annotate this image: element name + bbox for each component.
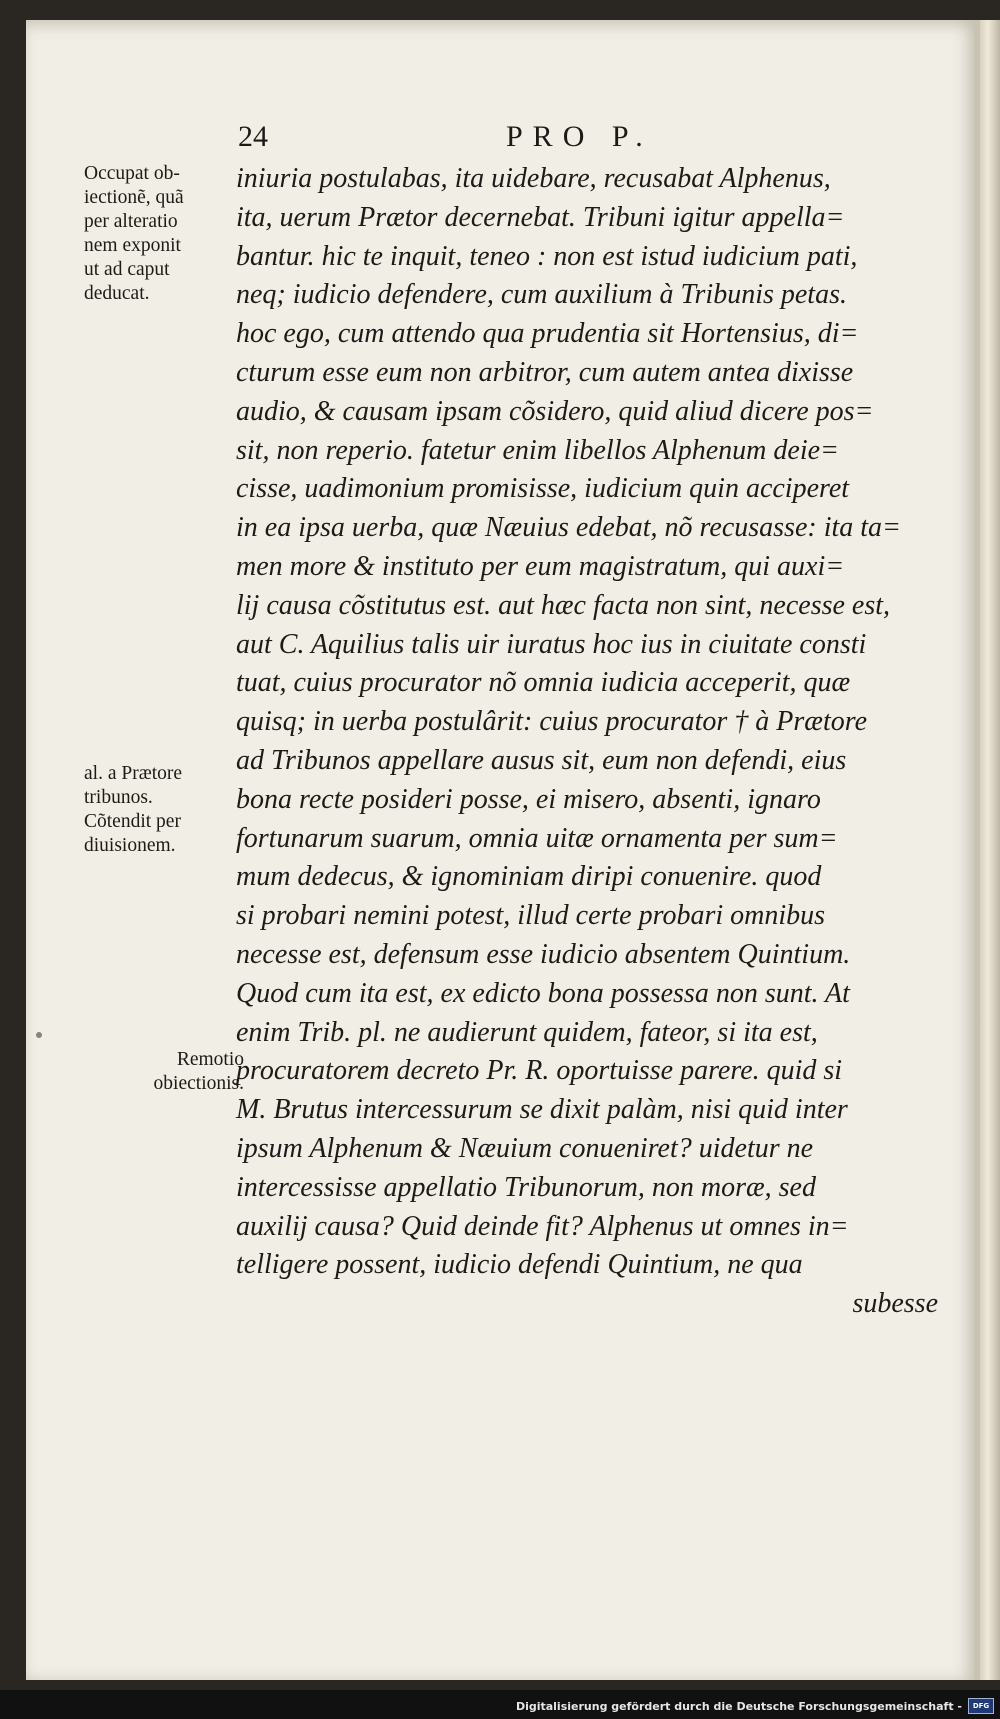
text-line: cisse, uadimonium promisisse, iudicium quin acciperet xyxy=(236,473,850,505)
text-line: intercessisse appellatio Tribunorum, non moræ, sed xyxy=(236,1171,816,1203)
text-line: tuat, cuius procurator nõ omnia iudicia acceperit, quæ xyxy=(236,667,851,699)
text-line: bantur. hic te inquit, teneo : non est istud iudicium pati, xyxy=(236,240,858,272)
text-line: ad Tribunos appellare ausus sit, eum non defendi, eius xyxy=(236,744,847,776)
page-number: 24 xyxy=(238,120,268,153)
note-line: Remotio xyxy=(176,1049,244,1070)
text-line: procuratorem decreto Pr. R. oportuisse parere. quid si xyxy=(236,1055,843,1087)
text-line: Quod cum ita est, ex edicto bona possessa non sunt. At xyxy=(236,977,850,1009)
text-line: aut C. Aquilius talis uir iuratus hoc ius in ciuitate consti xyxy=(236,628,867,660)
text-line: men more & instituto per eum magistratum, qui auxi= xyxy=(236,550,845,582)
text-line: bona recte posideri posse, ei misero, absenti, ignaro xyxy=(236,783,821,815)
note-line: Cõtendit per xyxy=(84,811,181,832)
note-line: iectionẽ, quã xyxy=(84,187,184,208)
text-line: enim Trib. pl. ne audierunt quidem, fateor, si ita est, xyxy=(236,1016,818,1048)
marginal-note-contendit xyxy=(84,810,254,858)
paper-smudge xyxy=(36,1032,42,1038)
credit-text: Digitalisierung gefördert durch die Deutsche Forschungsgemeinschaft - xyxy=(515,1699,962,1713)
book-page xyxy=(26,20,980,1680)
dfg-logo-text: DFG xyxy=(972,1702,990,1710)
text-line: telligere possent, iudicio defendi Quintium, ne qua xyxy=(236,1249,803,1281)
digitization-credit xyxy=(516,1697,994,1715)
note-line: diuisionem. xyxy=(84,835,176,856)
note-line: tribunos. xyxy=(84,787,153,808)
note-line: al. a Prætore xyxy=(84,763,183,784)
marginal-note-occupat xyxy=(84,162,254,306)
text-line: hoc ego, cum attendo qua prudentia sit Hortensius, di= xyxy=(236,318,859,350)
running-title: PRO P. xyxy=(506,120,653,153)
text-line: audio, & causam ipsam cõsidero, quid aliud dicere pos= xyxy=(236,395,874,427)
marginal-note-remotio xyxy=(74,1048,244,1096)
marginal-note-variant xyxy=(84,762,254,810)
text-line: ita, uerum Prætor decernebat. Tribuni igitur appella= xyxy=(236,201,845,233)
text-line: mum dedecus, & ignominiam diripi conuenire. quod xyxy=(236,861,822,893)
text-line: ipsum Alphenum & Næuium conueniret? uidetur ne xyxy=(236,1132,814,1164)
catchword: subesse xyxy=(852,1288,938,1320)
note-line: obiectionis. xyxy=(153,1073,244,1094)
main-text-block xyxy=(236,160,958,1324)
text-line: auxilij causa? Quid deinde fit? Alphenus ut omnes in= xyxy=(236,1210,849,1242)
note-line: per alteratio xyxy=(84,211,178,232)
note-line: deducat. xyxy=(84,283,150,304)
text-line: sit, non reperio. fatetur enim libellos Alphenum deie= xyxy=(236,434,839,466)
text-line: M. Brutus intercessurum se dixit palàm, nisi quid inter xyxy=(236,1094,848,1126)
note-line: ut ad caput xyxy=(84,259,170,280)
text-line: fortunarum suarum, omnia uitæ ornamenta per sum= xyxy=(236,822,838,854)
text-line: necesse est, defensum esse iudicio absentem Quintium. xyxy=(236,938,851,970)
text-line: quisq; in uerba postulârit: cuius procurator † à Prætore xyxy=(236,706,868,738)
text-line: si probari nemini potest, illud certe probari omnibus xyxy=(236,900,826,932)
text-line: iniuria postulabas, ita uidebare, recusabat Alphenus, xyxy=(236,163,831,194)
note-line: Occupat ob- xyxy=(84,163,180,184)
text-line: lij causa cõstitutus est. aut hæc facta non sint, necesse est, xyxy=(236,589,891,621)
page-header xyxy=(26,120,974,160)
note-line: nem exponit xyxy=(84,235,181,256)
page-edge xyxy=(980,20,1000,1680)
text-line: cturum esse eum non arbitror, cum autem antea dixisse xyxy=(236,356,854,388)
dfg-logo-icon[interactable] xyxy=(968,1698,994,1714)
text-line: neq; iudicio defendere, cum auxilium à Tribunis petas. xyxy=(236,279,847,311)
text-line: in ea ipsa uerba, quæ Næuius edebat, nõ recusasse: ita ta= xyxy=(236,512,901,544)
